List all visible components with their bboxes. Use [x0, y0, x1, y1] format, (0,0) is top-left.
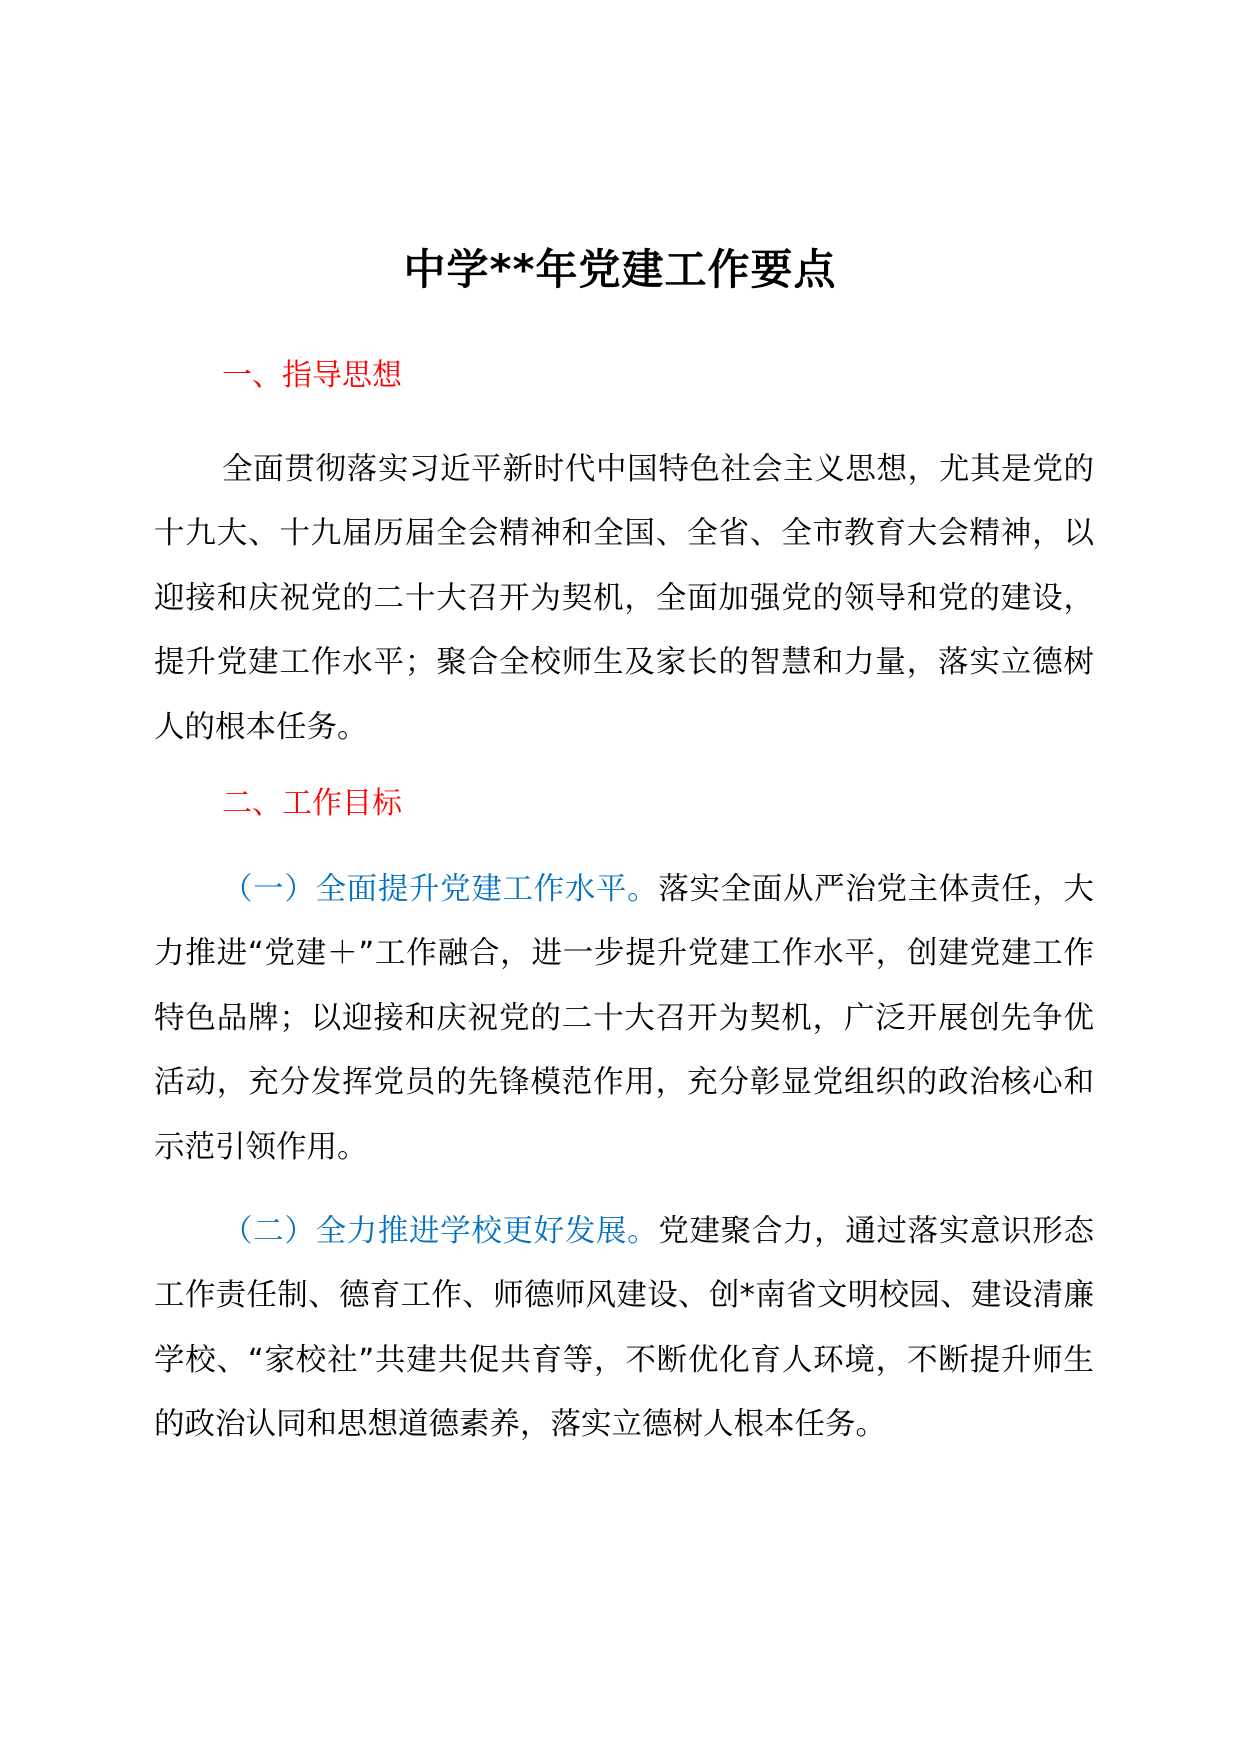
document-title: 中学**年党建工作要点 — [403, 245, 837, 294]
paragraph-text: 全面贯彻落实习近平新时代中国特色社会主义思想，尤其是党的十九大、十九届历届全会精神和全国、全省、全市教育大会精神，以迎接和庆祝党的二十大召开为契机，全面加强党的领导和党的建设，提升党建工作水平；聚合全校师生及家长的智慧和力量，落实立德树人的根本任务。 — [154, 452, 1094, 745]
goal-2-subtitle: （二）全力推进学校更好发展。 — [222, 1214, 659, 1249]
goal-1-subtitle: （一）全面提升党建工作水平。 — [222, 872, 659, 907]
paragraph-goal-1 — [154, 858, 1094, 1180]
paragraph-goal-2 — [154, 1200, 1094, 1458]
goal-1-text: 落实全面从严治党主体责任，大力推进“党建＋”工作融合，进一步提升党建工作水平，创建党建工作特色品牌；以迎接和庆祝党的二十大召开为契机，广泛开展创先争优活动，充分发挥党员的先锋模范作用，充分彰显党组织的政治核心和示范引领作用。 — [154, 872, 1095, 1165]
goal-2-text: 党建聚合力，通过落实意识形态工作责任制、德育工作、师德师风建设、创*南省文明校园、建设清廉学校、“家校社”共建共促共育等，不断优化育人环境，不断提升师生的政治认同和思想道德素养，落实立德树人根本任务。 — [154, 1214, 1095, 1443]
section-heading-guiding-ideology: 一、指导思想 — [222, 358, 402, 393]
paragraph-guiding-ideology — [154, 438, 1094, 760]
section-heading-work-goals: 二、工作目标 — [222, 786, 402, 821]
